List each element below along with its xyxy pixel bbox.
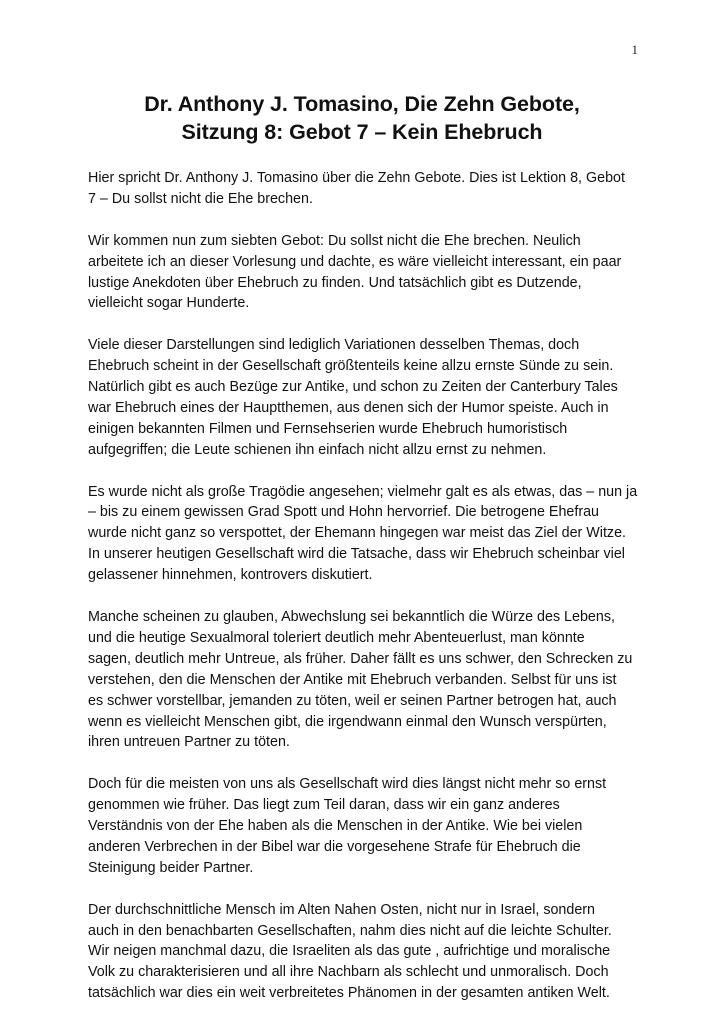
title-line: Dr. Anthony J. Tomasino, Die Zehn Gebote, bbox=[144, 92, 580, 116]
text-line: einigen bekannten Filmen und Fernsehserien wurde Ehebruch humoristisch bbox=[88, 420, 568, 437]
text-line: Hier spricht Dr. Anthony J. Tomasino über die Zehn Gebote. Dies ist Lektion 8, Gebot bbox=[88, 170, 625, 186]
text-line: Viele dieser Darstellungen sind lediglich Variationen desselben Themas, doch bbox=[88, 337, 580, 354]
text-line: lustige Anekdoten über Ehebruch zu finden. Und tatsächlich gibt es Dutzende, bbox=[88, 274, 582, 291]
text-line: – bis zu einem gewissen Grad Spott und Hohn hervorrief. Die betrogene Ehefrau bbox=[88, 504, 600, 521]
text-line: anderen Verbrechen in der Bibel war die vorgesehene Strafe für Ehebruch die bbox=[88, 838, 581, 855]
document-body bbox=[88, 168, 648, 1025]
text-line: wenn es vielleicht Menschen gibt, die irgendwann einmal den Wunsch verspürten, bbox=[88, 713, 607, 730]
text-line: arbeitete ich an dieser Vorlesung und dachte, es wäre vielleicht interessant, ein paar bbox=[88, 253, 622, 270]
text-line: genommen wie früher. Das liegt zum Teil daran, dass wir ein ganz anderes bbox=[88, 797, 560, 814]
text-line: Wir neigen manchmal dazu, die Israeliten als das gute , aufrichtige und moralische bbox=[88, 943, 611, 960]
text-line: aufgegriffen; die Leute schienen ihn einfach nicht allzu ernst zu nehmen. bbox=[88, 441, 547, 458]
text-line: sagen, deutlich mehr Untreue, als früher. Daher fällt es uns schwer, den Schrecken zu bbox=[88, 650, 633, 667]
text-line: es schwer vorstellbar, jemanden zu töten, weil er seinen Partner betrogen hat, auch bbox=[88, 692, 617, 709]
text-line: wurde nicht ganz so verspottet, der Ehemann hingegen war meist das Ziel der Witze. bbox=[88, 525, 626, 542]
text-line: tatsächlich war dies ein weit verbreitetes Phänomen in der gesamten antiken Welt. bbox=[88, 985, 610, 1002]
text-line: Doch für die meisten von uns als Gesellschaft wird dies längst nicht mehr so ernst bbox=[88, 776, 607, 793]
paragraph bbox=[88, 607, 648, 753]
document-title bbox=[60, 90, 664, 146]
page-number: 1 bbox=[631, 42, 638, 57]
paragraph bbox=[88, 168, 648, 210]
title-line: Sitzung 8: Gebot 7 – Kein Ehebruch bbox=[181, 120, 543, 144]
text-line: gelassener hinnehmen, kontrovers diskutiert. bbox=[88, 567, 373, 584]
text-line: auch in den benachbarten Gesellschaften, nahm dies nicht auf die leichte Schulter. bbox=[88, 922, 612, 939]
text-line: Volk zu charakterisieren und all ihre Nachbarn als schlecht und unmoralisch. Doch bbox=[88, 964, 609, 981]
text-line: Ehebruch scheint in der Gesellschaft größtenteils keine allzu ernste Sünde zu sein. bbox=[88, 358, 614, 375]
paragraph bbox=[88, 482, 648, 587]
text-line: war Ehebruch eines der Hauptthemen, aus denen sich der Humor speiste. Auch in bbox=[88, 399, 609, 416]
paragraph bbox=[88, 900, 648, 1005]
text-line: und die heutige Sexualmoral toleriert deutlich mehr Abenteuerlust, man könnte bbox=[88, 629, 585, 646]
paragraph bbox=[88, 774, 648, 879]
text-line: Natürlich gibt es auch Bezüge zur Antike, und schon zu Zeiten der Canterbury Tales bbox=[88, 379, 618, 396]
text-line: vielleicht sogar Hunderte. bbox=[88, 295, 250, 312]
text-line: Es wurde nicht als große Tragödie angesehen; vielmehr galt es als etwas, das – nun ja bbox=[88, 483, 638, 500]
paragraph bbox=[88, 335, 648, 460]
text-line: 7 – Du sollst nicht die Ehe brechen. bbox=[88, 190, 313, 207]
text-line: Steinigung beider Partner. bbox=[88, 859, 254, 876]
text-line: Wir kommen nun zum siebten Gebot: Du sollst nicht die Ehe brechen. Neulich bbox=[88, 232, 581, 249]
text-line: verstehen, den die Menschen der Antike mit Ehebruch verbanden. Selbst für uns ist bbox=[88, 671, 617, 688]
text-line: Manche scheinen zu glauben, Abwechslung sei bekanntlich die Würze des Lebens, bbox=[88, 608, 615, 625]
text-line: Verständnis von der Ehe haben als die Menschen in der Antike. Wie bei vielen bbox=[88, 818, 583, 835]
text-line: ihren untreuen Partner zu töten. bbox=[88, 734, 290, 751]
text-line: In unserer heutigen Gesellschaft wird die Tatsache, dass wir Ehebruch scheinbar viel bbox=[88, 546, 625, 563]
text-line: Der durchschnittliche Mensch im Alten Nahen Osten, nicht nur in Israel, sondern bbox=[88, 901, 595, 918]
paragraph bbox=[88, 231, 648, 315]
